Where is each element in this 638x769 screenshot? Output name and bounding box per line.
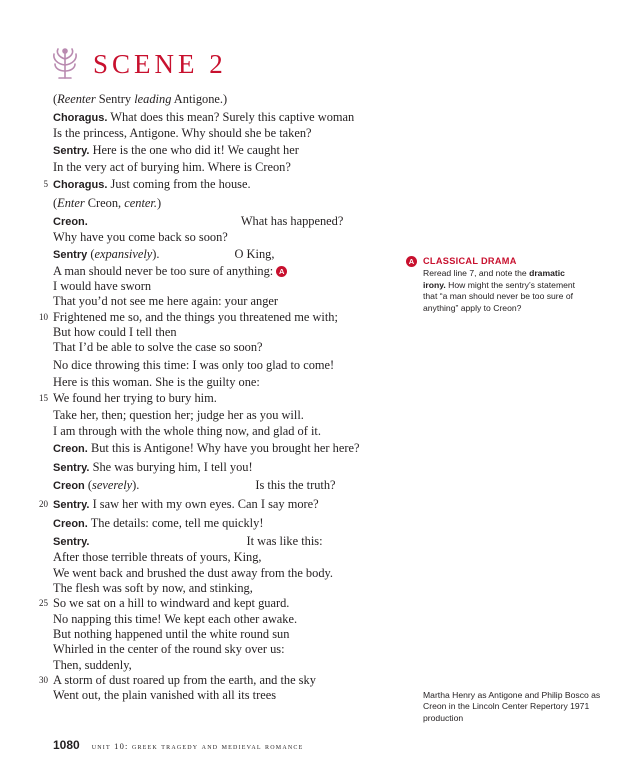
speaker-label: Choragus. (53, 179, 108, 192)
scene-title: SCENE 2 (93, 48, 227, 79)
page-footer (53, 738, 303, 752)
speaker-label: Choragus. (53, 111, 108, 124)
speech-creon: Creon. But this is Antigone! Why have you brought her here? (53, 441, 360, 456)
line-number: 20 (39, 498, 48, 509)
speech-creon: Creon (severely). Is this the truth? (53, 478, 336, 493)
page-number: 1080 (53, 738, 80, 752)
play-text (39, 92, 360, 706)
speaker-label: Creon. (53, 443, 88, 456)
speaker-label: Creon (53, 480, 85, 493)
speech-sentry: Sentry (expansively). O King, A man should never be too sure of anything: A I would have sworn That you’d not see me here again: your anger 10 Frightened me so, and the things you threatened me with; But how could I tell then That I’d be able to solve the case so soon? No dice throwing this time: I was only too glad to come! Here is this woman. She is the guilty one: 15 We found her trying to bury him. Take her, then; question her; judge her as you will. I am through with the whole thing now, and glad of it. (53, 247, 353, 438)
speech-choragus: Choragus. What does this mean? Surely this captive woman Is the princess, Antigone. Why should she be taken? (53, 109, 355, 140)
line-number: 10 (39, 311, 48, 322)
line-number: 15 (39, 392, 48, 403)
speaker-label: Creon. (53, 215, 88, 228)
lotus-flourish-icon (51, 47, 79, 81)
speaker-label: Sentry (53, 249, 88, 262)
photo-caption: Martha Henry as Antigone and Philip Bosco as Creon in the Lincoln Center Repertory 1971 production (423, 690, 601, 723)
sidenote-body: Reread line 7, and note the dramatic irony. How might the sentry’s statement that “a man should never be too sure of anything” apply to Creon? (423, 268, 576, 313)
speech-creon: Creon. The details: come, tell me quickly! (53, 515, 264, 530)
annotation-marker-a: A (406, 256, 417, 267)
line-number: 25 (39, 598, 48, 609)
speech-sentry: Sentry. She was burying him, I tell you! (53, 459, 253, 474)
stage-direction: (Reenter Sentry leading Antigone.) (53, 92, 228, 106)
stage-direction: (Enter Creon, center.) (53, 195, 162, 210)
sidenote-classical-drama (406, 256, 578, 314)
speaker-label: Sentry. (53, 461, 90, 474)
line-number: 30 (39, 674, 48, 685)
speaker-label: Sentry. (53, 498, 90, 511)
scene-header (51, 44, 227, 84)
speech-sentry: Sentry. Here is the one who did it! We caught her In the very act of burying him. Where is Creon? (53, 143, 299, 174)
speech-sentry: 20 Sentry. I saw her with my own eyes. Can I say more? (53, 497, 353, 513)
line-number: 5 (43, 179, 48, 190)
speaker-label: Sentry. (53, 536, 90, 549)
sidenote-title: CLASSICAL DRAMA (423, 256, 517, 266)
unit-title: unit 10: greek tragedy and medieval romance (91, 741, 304, 751)
annotation-marker-a: A (276, 266, 287, 277)
speaker-label: Creon. (53, 517, 88, 530)
speaker-label: Sentry. (53, 145, 90, 158)
speech-creon: Creon. What has happened? Why have you come back so soon? (53, 213, 344, 244)
speech-choragus: 5 Choragus. Just coming from the house. (53, 177, 353, 193)
speech-sentry: Sentry. It was like this: After those terrible threats of yours, King, We went back and brushed the dust away from the body. The flesh was soft by now, and stinking, 25 So we sat on a hill to windward and kept guard. No napping this time! We kept each other awake. But nothing happened until the white round sun Whirled in the center of the round sky over us: Then, suddenly, 30 A storm of dust roared up from the earth, and the sky Went out, the plain vanished with all its trees (53, 534, 353, 703)
